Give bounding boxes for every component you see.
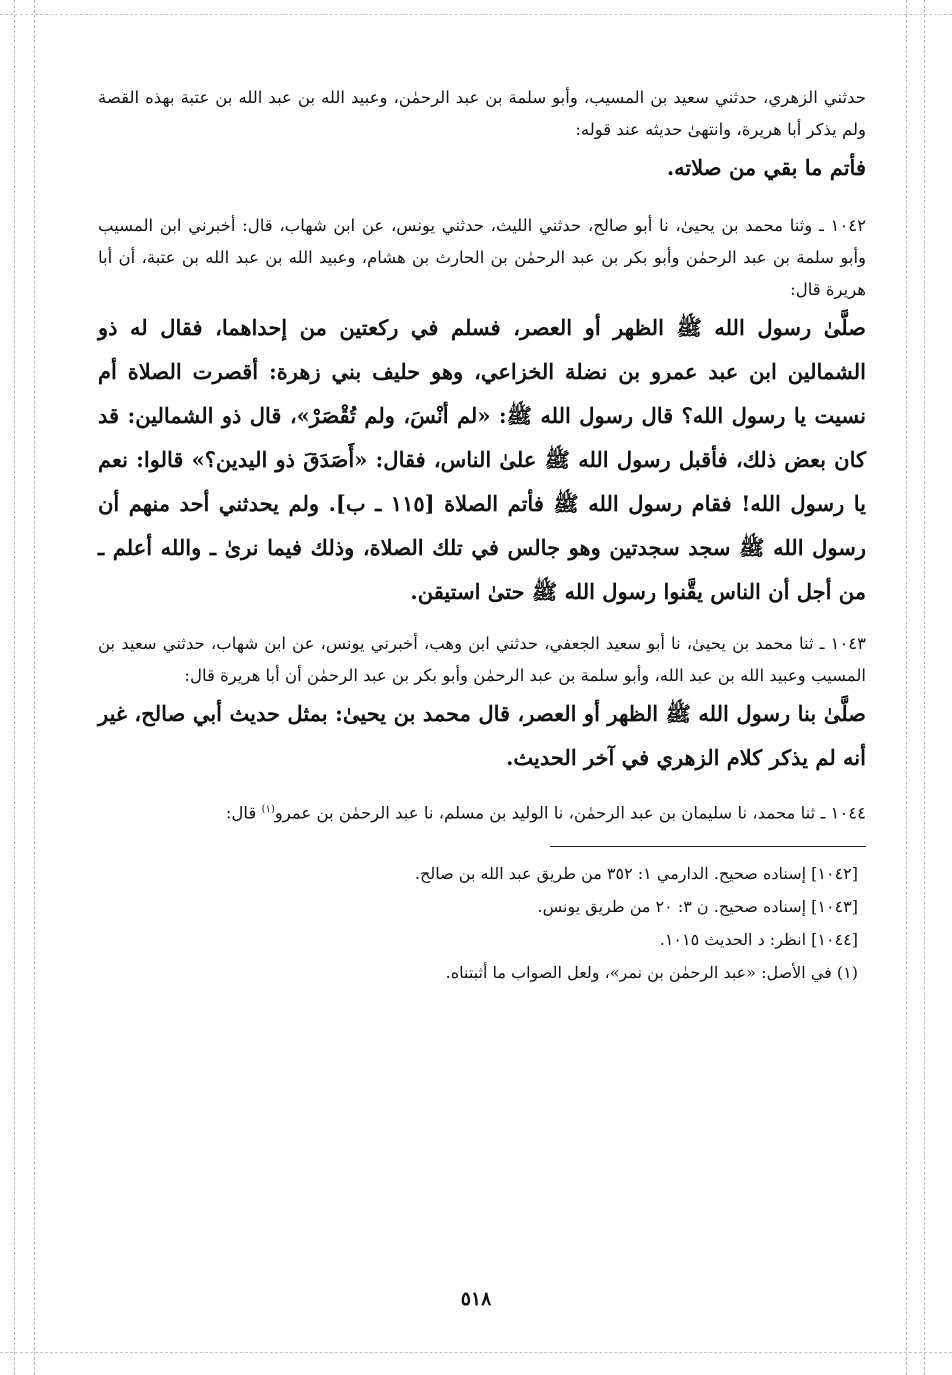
footnote-marker: (١) [261,804,275,815]
footnote-1: (١) في الأصل: «عبد الرحمٰن بن نمر»، ولعل الصواب ما أثبتناه. [445,962,858,982]
hadith-1042-matn: صلَّىٰ رسول الله ﷺ الظهر أو العصر، فسلم في ركعتين من إحداهما، فقال له ذو الشمالين ابن عبد عمرو بن نضلة الخزاعي، وهو حليف بني زهرة: أقصرت الصلاة أم نسيت يا رسول الله؟ قال رسول الله ﷺ: «لم أنْسَ، ولم تُقْصَرْ»، قال ذو الشمالين: قد كان بعض ذلك، فأقبل رسول الله ﷺ علىٰ الناس، فقال: «أَصَدَقَ ذو اليدين؟» قالوا: نعم يا رسول الله! فقام رسول الله ﷺ فأتم الصلاة [١١٥ ـ ب]. ولم يحدثني أحد منهم أن رسول الله ﷺ سجد سجدتين وهو جالس في تلك الصلاة، وذلك فيما نرىٰ ـ والله أعلم ـ من أجل أن الناس يقَّنوا رسول الله ﷺ حتىٰ استيقن. [98,315,866,604]
hadith-text: فأتم ما بقي من صلاته. [666,155,866,180]
scan-guide-line [34,0,35,1375]
hadith-1044-tail: قال: [225,803,262,823]
footnote-separator [550,846,866,847]
footnote-1044: [١٠٤٤] انظر: د الحديث ١٠١٥. [659,929,858,949]
hadith-1044-isnad [98,794,866,830]
hadith-1044-text: ١٠٤٤ ـ ثنا محمد، نا سليمان بن عبد الرحمٰن، نا الوليد بن مسلم، نا عبد الرحمٰن بن عمرو [274,803,866,823]
main-text [98,82,866,989]
scan-guide-line [14,0,15,1375]
scan-guide-line [0,1352,952,1353]
hadith-1043-matn: صلَّىٰ بنا رسول الله ﷺ الظهر أو العصر، قال محمد بن يحيىٰ: بمثل حديث أبي صالح، غير أنه لم يذكر كلام الزهري في آخر الحديث. [98,701,866,770]
hadith-chain-continuation: حدثني الزهري، حدثني سعيد بن المسيب، وأبو سلمة بن عبد الرحمٰن، وعبيد الله بن عبد الله بن عتبة بهذه القصة ولم يذكر أبا هريرة، وانتهىٰ حديثه عند قوله: [98,88,866,139]
page-number: ٥١٨ [460,1288,492,1310]
footnote-1043: [١٠٤٣] إسناده صحيح. ن ٣: ٢٠ من طريق يونس. [537,896,858,916]
scan-guide-line [924,0,925,1375]
footnote-1042: [١٠٤٢] إسناده صحيح. الدارمي ١: ٣٥٢ من طريق عبد الله بن صالح. [414,863,858,883]
scan-guide-line [0,14,952,15]
hadith-1042-isnad: ١٠٤٢ ـ وثنا محمد بن يحيىٰ، نا أبو صالح، حدثني الليث، حدثني يونس، عن ابن شهاب، قال: أخبرني ابن المسيب وأبو سلمة بن عبد الرحمٰن وأبو بكر بن عبد الرحمٰن بن الحارث بن هشام، وعبيد الله بن عبد الله بن عتبة، أن أبا هريرة قال: [98,216,866,299]
scan-guide-line [906,0,907,1375]
hadith-1043-isnad: ١٠٤٣ ـ ثنا محمد بن يحيىٰ، نا أبو سعيد الجعفي، حدثني ابن وهب، أخبرني يونس، عن ابن شهاب، حدثني سعيد بن المسيب وعبيد الله بن عبد الله، وأبو سلمة بن عبد الرحمٰن وأبو بكر بن عبد الرحمٰن أن أبا هريرة قال: [98,634,866,685]
